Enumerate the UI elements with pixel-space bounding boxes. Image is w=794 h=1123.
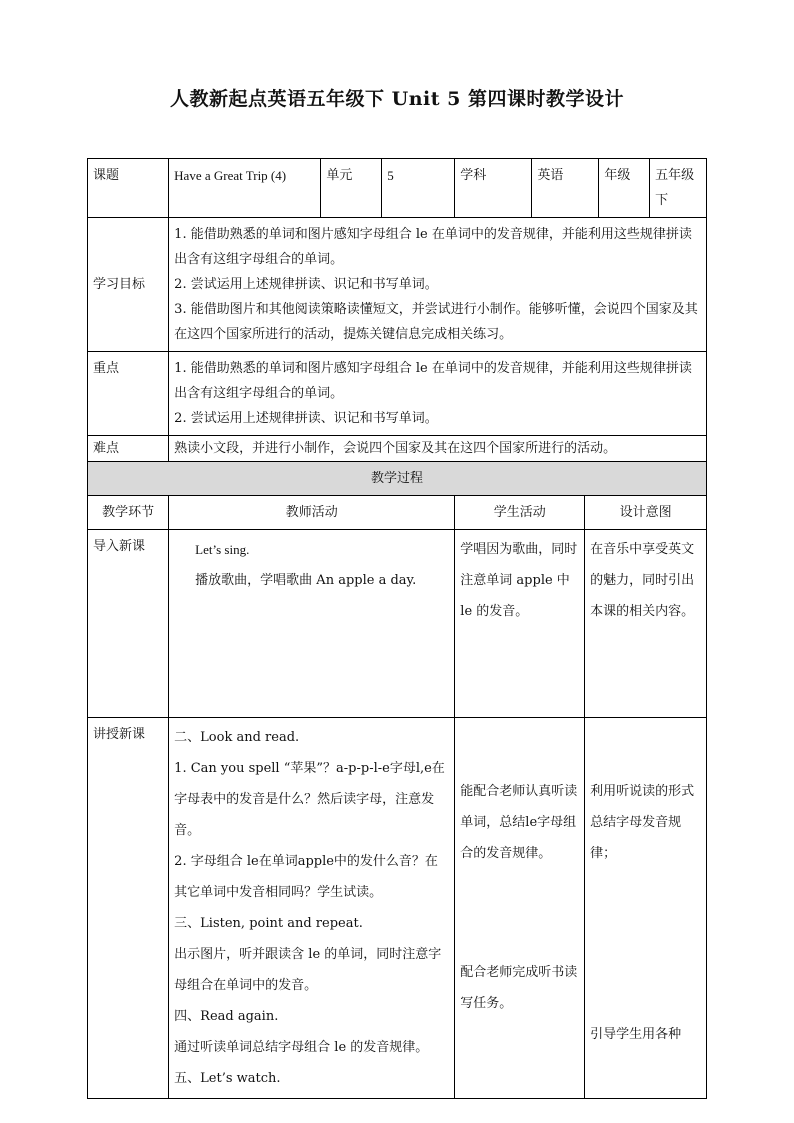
unit-label: 单元 [321, 159, 382, 218]
goals-content [169, 218, 707, 352]
column-header-intent: 设计意图 [585, 496, 707, 530]
table-row [88, 718, 707, 1099]
difficulties-text: 熟读小文段，并进行小制作，会说四个国家及其在这四个国家所进行的活动。 [169, 436, 707, 462]
goal-item: 3. 能借助图片和其他阅读策略读懂短文，并尝试进行小制作。能够听懂，会说四个国家及其在这四个国家所进行的活动，提炼关键信息完成相关练习。 [174, 302, 698, 342]
subject-value: 英语 [532, 159, 599, 218]
key-points-label: 重点 [88, 352, 169, 436]
teacher-activity-line: 五、Let’s watch. [174, 1071, 281, 1086]
subject-label: 学科 [455, 159, 532, 218]
column-header-stage: 教学环节 [88, 496, 169, 530]
teacher-activity-line: 出示图片，听并跟读含 le 的单词，同时注意字母组合在单词中的发音。 [174, 947, 442, 993]
student-activity-cell: 学唱因为歌曲，同时注意单词 apple 中 le 的发音。 [455, 530, 585, 718]
stage-cell: 导入新课 [88, 530, 169, 718]
grade-value: 五年级下 [650, 159, 707, 218]
topic-value: Have a Great Trip (4) [169, 159, 321, 218]
teacher-activity-line: 2. 字母组合 le在单词apple中的发什么音？在其它单词中发音相同吗？学生试读。 [174, 854, 438, 900]
teacher-activity-line: 1. Can you spell “苹果”？a-p-p-l-e字母l,e在字母表中的发音是什么？然后读字母，注意发音。 [174, 761, 445, 838]
goal-item: 1. 能借助熟悉的单词和图片感知字母组合 le 在单词中的发音规律，并能利用这些规律拼读出含有这组字母组合的单词。 [174, 227, 692, 267]
process-header: 教学过程 [88, 462, 707, 496]
unit-value: 5 [382, 159, 455, 218]
column-header-teacher: 教师活动 [169, 496, 455, 530]
stage-cell: 讲授新课 [88, 718, 169, 1099]
teacher-activity-line: 三、Listen, point and repeat. [174, 916, 363, 931]
teacher-activity-line: 四、Read again. [174, 1009, 279, 1024]
design-intent-cell: 在音乐中享受英文的魅力，同时引出本课的相关内容。 [585, 530, 707, 718]
teacher-activity-line: Let’s sing. [195, 542, 250, 557]
grade-label: 年级 [599, 159, 650, 218]
goals-label: 学习目标 [88, 218, 169, 352]
teacher-activity-line: 二、Look and read. [174, 730, 300, 745]
key-point-item: 1. 能借助熟悉的单词和图片感知字母组合 le 在单词中的发音规律，并能利用这些规律拼读出含有这组字母组合的单词。 [174, 361, 692, 401]
teacher-activity-line: 播放歌曲，学唱歌曲 An apple a day. [195, 573, 417, 588]
lesson-plan-table [87, 158, 707, 1099]
student-activity-text: 能配合老师认真听读单词，总结le字母组合的发音规律。 [460, 784, 578, 861]
goal-item: 2. 尝试运用上述规律拼读、识记和书写单词。 [174, 277, 438, 292]
column-header-student: 学生活动 [455, 496, 585, 530]
table-row [88, 530, 707, 718]
topic-label: 课题 [88, 159, 169, 218]
key-points-content [169, 352, 707, 436]
design-intent-text: 利用听说读的形式总结字母发音规律； [590, 784, 695, 861]
key-point-item: 2. 尝试运用上述规律拼读、识记和书写单词。 [174, 411, 438, 426]
page-title: 人教新起点英语五年级下 Unit 5 第四课时教学设计 [170, 88, 624, 110]
teacher-activity-cell [169, 718, 455, 1099]
teacher-activity-line: 通过听读单词总结字母组合 le 的发音规律。 [174, 1040, 429, 1055]
difficulties-label: 难点 [88, 436, 169, 462]
teacher-activity-cell [169, 530, 455, 718]
design-intent-text: 引导学生用各种 [590, 1027, 682, 1042]
design-intent-cell [585, 718, 707, 1099]
student-activity-text: 配合老师完成听书读写任务。 [460, 965, 578, 1011]
student-activity-cell [455, 718, 585, 1099]
